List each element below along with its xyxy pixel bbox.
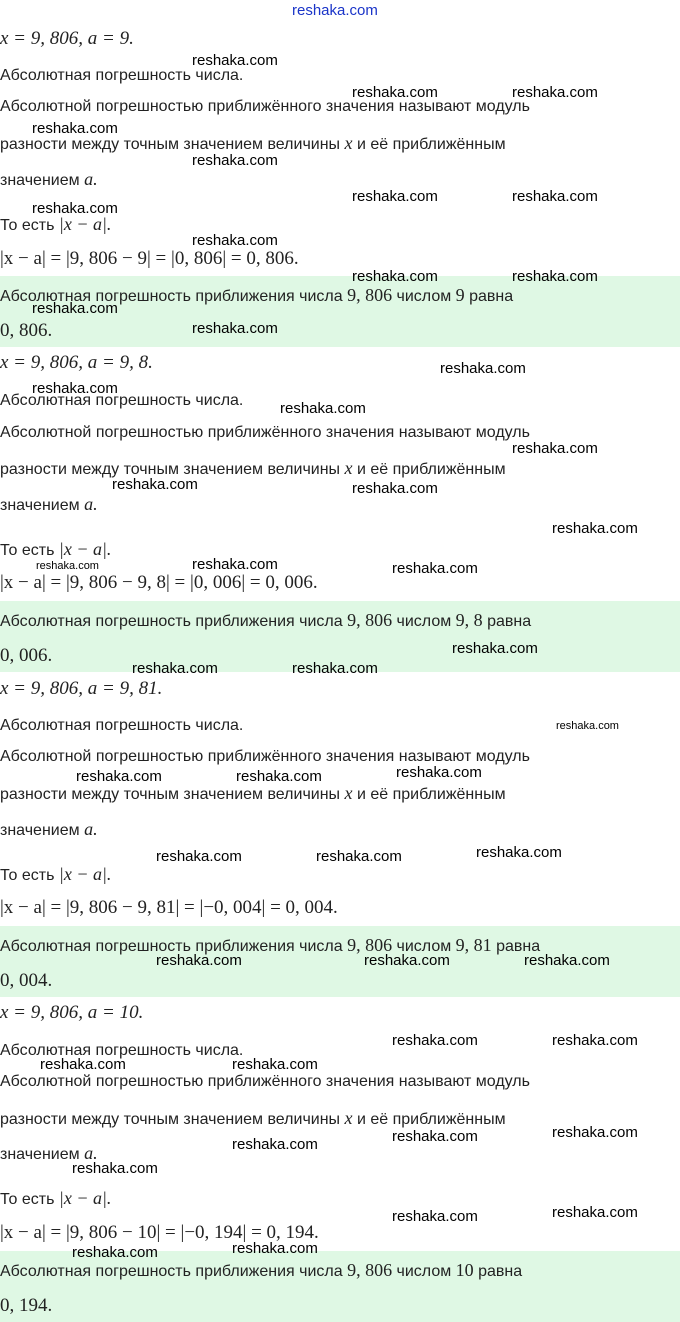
result-number: 9 bbox=[455, 285, 465, 305]
watermark: reshaka.com bbox=[76, 768, 162, 785]
watermark: reshaka.com bbox=[352, 480, 438, 497]
result-text: равна bbox=[469, 288, 514, 305]
variable-x: x bbox=[344, 1108, 353, 1128]
result-line bbox=[0, 934, 540, 958]
variable-x: x bbox=[344, 133, 353, 153]
definition-text: и её приближённым bbox=[356, 461, 506, 478]
thats-label: То есть bbox=[0, 217, 55, 234]
result-number: 9, 806 bbox=[347, 610, 393, 630]
watermark: reshaka.com bbox=[280, 400, 366, 417]
watermark: reshaka.com bbox=[72, 1244, 158, 1261]
watermark: reshaka.com bbox=[524, 952, 610, 969]
result-text: Абсолютная погрешность приближения числа bbox=[0, 613, 343, 630]
result-value: 0, 194. bbox=[0, 1295, 53, 1316]
watermark: reshaka.com bbox=[352, 268, 438, 285]
watermark: reshaka.com bbox=[192, 556, 278, 573]
watermark: reshaka.com bbox=[364, 952, 450, 969]
result-text: числом bbox=[396, 938, 452, 955]
result-number: 9, 806 bbox=[347, 935, 393, 955]
result-value: 0, 006. bbox=[0, 645, 53, 666]
watermark: reshaka.com bbox=[392, 1128, 478, 1145]
result-text: Абсолютная погрешность приближения числа bbox=[0, 938, 343, 955]
given-values: x = 9, 806, a = 10. bbox=[0, 1002, 144, 1023]
given-values: x = 9, 806, a = 9, 81. bbox=[0, 678, 163, 699]
thats-label: То есть bbox=[0, 867, 55, 884]
watermark: reshaka.com bbox=[512, 440, 598, 457]
watermark: reshaka.com bbox=[232, 1136, 318, 1153]
definition-line: Абсолютной погрешностью приближённого значения называют модуль bbox=[0, 1073, 530, 1090]
calculation: |x − a| = |9, 806 − 9, 81| = |−0, 004| = 0, 004. bbox=[0, 897, 338, 918]
definition-line bbox=[0, 783, 506, 805]
watermark: reshaka.com bbox=[232, 1240, 318, 1257]
definition-line: Абсолютной погрешностью приближённого значения называют модуль bbox=[0, 98, 530, 115]
watermark: reshaka.com bbox=[292, 2, 378, 19]
watermark: reshaka.com bbox=[552, 1204, 638, 1221]
watermark: reshaka.com bbox=[112, 476, 198, 493]
abs-expression: |x − a|. bbox=[58, 864, 112, 884]
watermark: reshaka.com bbox=[392, 1208, 478, 1225]
variable-a: a. bbox=[84, 169, 98, 189]
section-heading: Абсолютная погрешность числа. bbox=[0, 717, 244, 734]
result-text: Абсолютная погрешность приближения числа bbox=[0, 1263, 343, 1280]
watermark: reshaka.com bbox=[512, 268, 598, 285]
watermark: reshaka.com bbox=[192, 320, 278, 337]
watermark: reshaka.com bbox=[192, 152, 278, 169]
definition-text: и её приближённым bbox=[356, 786, 506, 803]
watermark: reshaka.com bbox=[40, 1056, 126, 1073]
result-number: 9, 81 bbox=[455, 935, 492, 955]
definition-line bbox=[0, 1108, 506, 1130]
watermark: reshaka.com bbox=[552, 1032, 638, 1049]
thats-label: То есть bbox=[0, 542, 55, 559]
result-text: числом bbox=[396, 288, 452, 305]
section-heading: Абсолютная погрешность числа. bbox=[0, 392, 244, 409]
result-value: 0, 004. bbox=[0, 970, 53, 991]
definition-line bbox=[0, 169, 98, 191]
result-text: числом bbox=[396, 1263, 452, 1280]
variable-x: x bbox=[344, 783, 353, 803]
variable-a: a. bbox=[84, 1143, 98, 1163]
variable-a: a. bbox=[84, 819, 98, 839]
watermark: reshaka.com bbox=[316, 848, 402, 865]
watermark: reshaka.com bbox=[236, 768, 322, 785]
result-text: числом bbox=[396, 613, 452, 630]
abs-expression: |x − a|. bbox=[58, 1188, 112, 1208]
definition-text: разности между точным значением величины bbox=[0, 136, 341, 153]
result-line bbox=[0, 1259, 522, 1283]
watermark: reshaka.com bbox=[396, 764, 482, 781]
definition-line bbox=[0, 458, 506, 480]
result-text: равна bbox=[487, 613, 532, 630]
watermark: reshaka.com bbox=[192, 52, 278, 69]
thats-line bbox=[0, 864, 111, 886]
variable-a: a. bbox=[84, 494, 98, 514]
result-number: 9, 806 bbox=[347, 285, 393, 305]
result-number: 9, 8 bbox=[455, 610, 483, 630]
watermark: reshaka.com bbox=[392, 1032, 478, 1049]
variable-x: x bbox=[344, 458, 353, 478]
watermark: reshaka.com bbox=[352, 84, 438, 101]
watermark: reshaka.com bbox=[552, 1124, 638, 1141]
watermark: reshaka.com bbox=[132, 660, 218, 677]
result-line bbox=[0, 609, 531, 633]
definition-text: разности между точным значением величины bbox=[0, 461, 341, 478]
section-heading: Абсолютная погрешность числа. bbox=[0, 67, 244, 84]
definition-text: значением bbox=[0, 172, 80, 189]
calculation: |x − a| = |9, 806 − 9| = |0, 806| = 0, 806. bbox=[0, 248, 299, 269]
watermark: reshaka.com bbox=[440, 360, 526, 377]
result-text: равна bbox=[496, 938, 541, 955]
watermark: reshaka.com bbox=[72, 1160, 158, 1177]
watermark: reshaka.com bbox=[392, 560, 478, 577]
definition-line bbox=[0, 494, 98, 516]
result-value: 0, 806. bbox=[0, 320, 53, 341]
calculation: |x − a| = |9, 806 − 10| = |−0, 194| = 0, 194. bbox=[0, 1222, 319, 1243]
watermark: reshaka.com bbox=[36, 560, 99, 572]
definition-line bbox=[0, 819, 98, 841]
given-values: x = 9, 806, a = 9, 8. bbox=[0, 352, 153, 373]
watermark: reshaka.com bbox=[32, 380, 118, 397]
given-values: x = 9, 806, a = 9. bbox=[0, 28, 134, 49]
thats-line bbox=[0, 1188, 111, 1210]
watermark: reshaka.com bbox=[476, 844, 562, 861]
definition-line: Абсолютной погрешностью приближённого значения называют модуль bbox=[0, 424, 530, 441]
watermark: reshaka.com bbox=[512, 84, 598, 101]
watermark: reshaka.com bbox=[512, 188, 598, 205]
section-heading: Абсолютная погрешность числа. bbox=[0, 1042, 244, 1059]
watermark: reshaka.com bbox=[452, 640, 538, 657]
abs-expression: |x − a|. bbox=[58, 539, 112, 559]
result-number: 10 bbox=[455, 1260, 474, 1280]
thats-label: То есть bbox=[0, 1191, 55, 1208]
watermark: reshaka.com bbox=[556, 720, 619, 732]
definition-text: значением bbox=[0, 1146, 80, 1163]
watermark: reshaka.com bbox=[32, 120, 118, 137]
watermark: reshaka.com bbox=[32, 300, 118, 317]
abs-expression: |x − a|. bbox=[58, 214, 112, 234]
result-number: 9, 806 bbox=[347, 1260, 393, 1280]
watermark: reshaka.com bbox=[156, 952, 242, 969]
watermark: reshaka.com bbox=[552, 520, 638, 537]
result-text: Абсолютная погрешность приближения числа bbox=[0, 288, 343, 305]
watermark: reshaka.com bbox=[32, 200, 118, 217]
definition-text: разности между точным значением величины bbox=[0, 786, 341, 803]
definition-text: и её приближённым bbox=[356, 1111, 506, 1128]
definition-text: значением bbox=[0, 497, 80, 514]
watermark: reshaka.com bbox=[192, 232, 278, 249]
definition-text: значением bbox=[0, 822, 80, 839]
watermark: reshaka.com bbox=[232, 1056, 318, 1073]
definition-text: разности между точным значением величины bbox=[0, 1111, 341, 1128]
calculation: |x − a| = |9, 806 − 9, 8| = |0, 006| = 0, 006. bbox=[0, 572, 318, 593]
thats-line bbox=[0, 539, 111, 561]
watermark: reshaka.com bbox=[156, 848, 242, 865]
definition-text: и её приближённым bbox=[356, 136, 506, 153]
result-text: равна bbox=[478, 1263, 523, 1280]
watermark: reshaka.com bbox=[292, 660, 378, 677]
definition-line: Абсолютной погрешностью приближённого значения называют модуль bbox=[0, 748, 530, 765]
watermark: reshaka.com bbox=[352, 188, 438, 205]
